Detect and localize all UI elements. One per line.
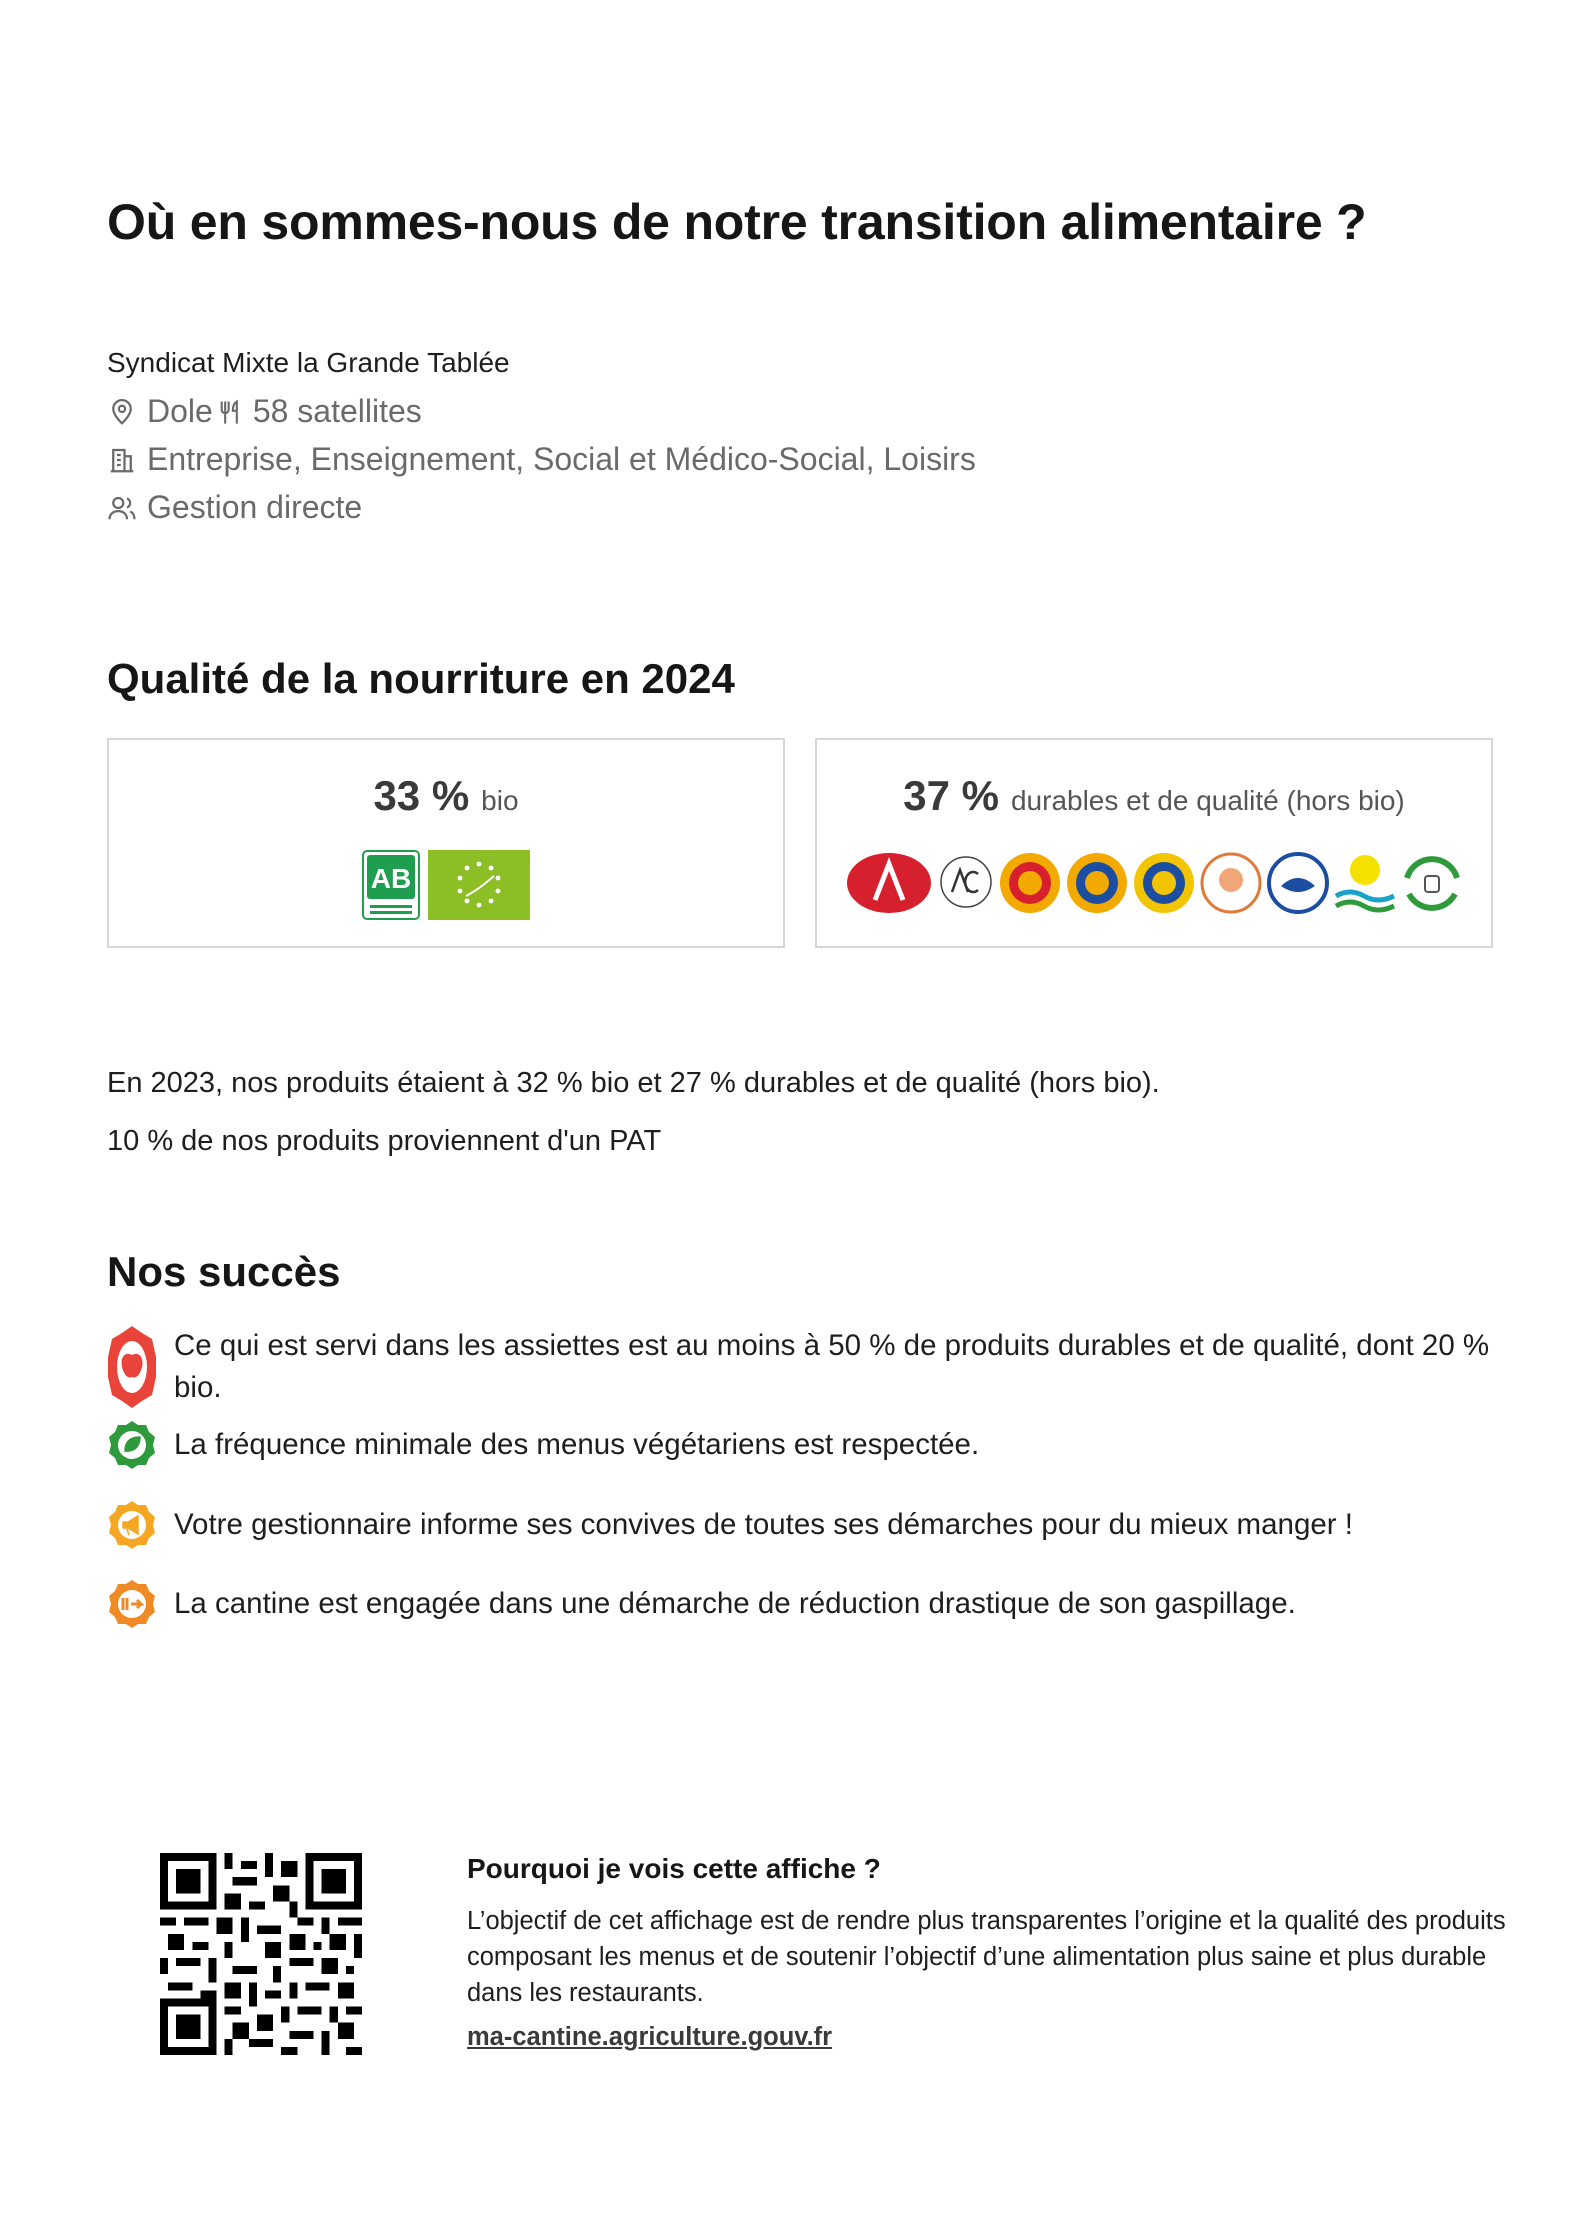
label-rouge-logo	[845, 850, 933, 916]
sustainable-label: durables et de qualité (hors bio)	[1010, 785, 1405, 816]
location-row	[107, 393, 422, 430]
management-type: Gestion directe	[147, 489, 363, 525]
igp-logo	[1066, 850, 1128, 916]
management-row	[107, 489, 362, 526]
stg-logo	[1133, 850, 1195, 916]
building-icon	[107, 445, 137, 475]
commerce-equitable-logo	[1401, 850, 1463, 916]
history-text: En 2023, nos produits étaient à 32 % bio et 27 % durables et de qualité (hors bio).	[107, 1067, 1160, 1099]
rup-logo	[1334, 850, 1396, 916]
why-text: L’objectif de cet affichage est de rendre plus transparentes l’origine et la qualité des produits composant les menus et de soutenir l’objectif d’une alimentation plus saine et plus durable dans les restaurants.	[467, 1907, 1506, 2007]
cutlery-icon	[217, 397, 245, 427]
success-text: Votre gestionnaire informe ses convives de toutes ses démarches pour du mieux manger !	[174, 1508, 1353, 1541]
sustainable-card	[815, 738, 1493, 948]
satellites-count: 58 satellites	[252, 393, 422, 429]
pat-text: 10 % de nos produits proviennent d'un PAT	[107, 1125, 662, 1157]
city: Dole	[147, 393, 213, 429]
sectors: Entreprise, Enseignement, Social et Médico-Social, Loisirs	[147, 441, 976, 477]
waste-badge-icon	[107, 1579, 157, 1629]
megaphone-badge-icon	[107, 1500, 157, 1550]
ab-logo	[362, 850, 420, 920]
page-title: Où en sommes-nous de notre transition alimentaire ?	[107, 194, 1367, 250]
qr-code[interactable]	[160, 1853, 362, 2055]
aop-logo	[999, 850, 1061, 916]
sustainable-percentage: 37 %	[903, 772, 999, 819]
leaf-badge-icon	[107, 1420, 157, 1470]
users-icon	[107, 493, 137, 523]
eu-organic-logo	[428, 850, 530, 920]
quality-heading: Qualité de la nourriture en 2024	[107, 655, 735, 702]
why-title: Pourquoi je vois cette affiche ?	[467, 1853, 881, 1884]
svg-text:AB: AB	[370, 863, 412, 894]
success-text: La fréquence minimale des menus végétariens est respectée.	[174, 1428, 980, 1461]
aoc-logo	[938, 850, 994, 916]
success-text: Ce qui est servi dans les assiettes est au moins à 50 % de produits durables et de qualité, dont 20 % bio.	[174, 1329, 1490, 1404]
bio-card	[107, 738, 785, 948]
peche-durable-logo	[1267, 850, 1329, 916]
success-text: La cantine est engagée dans une démarche de réduction drastique de son gaspillage.	[174, 1587, 1296, 1620]
canteen-name: Syndicat Mixte la Grande Tablée	[107, 347, 510, 378]
successes-heading: Nos succès	[107, 1248, 341, 1295]
fermier-logo	[1200, 850, 1262, 916]
site-link[interactable]: ma-cantine.agriculture.gouv.fr	[467, 2023, 833, 2051]
bio-label: bio	[481, 785, 519, 816]
apple-badge-icon	[107, 1325, 157, 1409]
sectors-row	[107, 441, 976, 478]
bio-percentage: 33 %	[373, 772, 470, 819]
map-pin-icon	[107, 397, 137, 427]
